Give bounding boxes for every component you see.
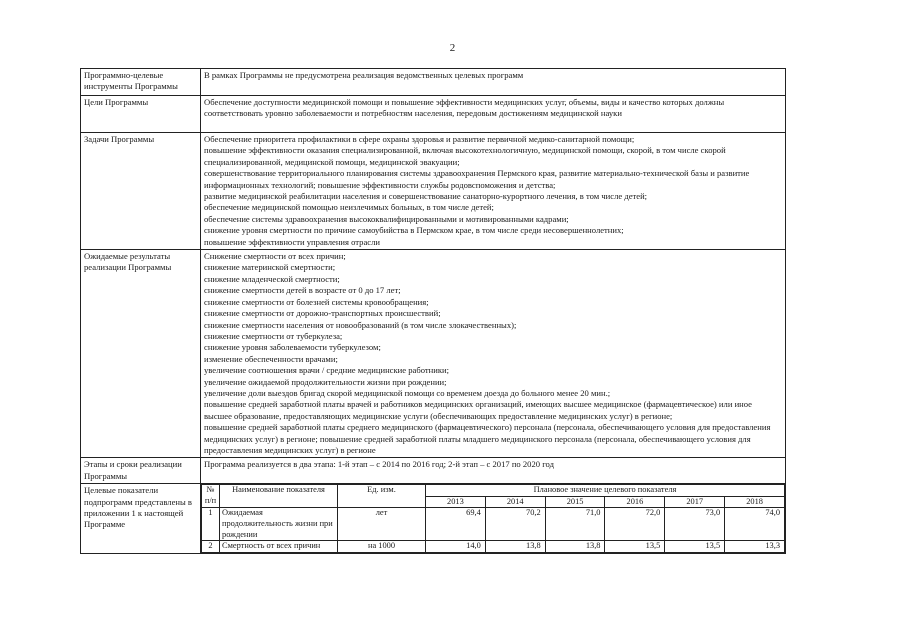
row-results [81, 250, 786, 458]
results-list [201, 250, 786, 458]
indicator-value: 69,4 [426, 508, 486, 541]
year-header: 2015 [545, 496, 605, 508]
indicator-value: 13,5 [605, 541, 665, 553]
result-item: увеличение доли выездов бригад скорой медицинской помощи со временем доезда до больного менее 20 мин.; [204, 387, 611, 398]
task-item: обеспечение системы здравоохранения высококвалифицированными и мотивированными кадрами; [204, 213, 569, 224]
row-stages [81, 458, 786, 484]
row-text: Обеспечение доступности медицинской помощи и повышение эффективности медицинских услуг, объемы, виды и качество которых должны соответствовать уровню заболеваемости и потребностям населения, передовым достижениям медицинской науки [201, 96, 786, 133]
result-item: увеличение соотношения врачи / средние медицинские работники; [204, 365, 449, 376]
indicator-value: 14,0 [426, 541, 486, 553]
row-text: Программа реализуется в два этапа: 1-й этап – с 2014 по 2016 год; 2-й этап – с 2017 по 2020 год [201, 458, 786, 484]
result-item: снижение смертности детей в возрасте от 0 до 17 лет; [204, 285, 401, 296]
result-item: повышение средней заработной платы врачей и работников медицинских организаций, имеющих высшее медицинское (фармацевтическое) или иное высшее образование, предоставляющих медицинские услуги (обеспечивающих предоставление медицинских услуг) в регионе; [204, 399, 752, 421]
task-item: развитие медицинской реабилитации населения и совершенствование санаторно-курортного лечения, в том числе детей; [204, 191, 648, 202]
col-header-unit: Ед. изм. [338, 485, 426, 508]
indicator-value: 71,0 [545, 508, 605, 541]
indicator-value: 73,0 [665, 508, 725, 541]
task-item: обеспечение медицинской помощью неизлечимых больных, в том числе детей; [204, 202, 494, 213]
indicator-value: 72,0 [605, 508, 665, 541]
result-item: снижение материнской смертности; [204, 262, 336, 273]
row-label: Этапы и сроки реализации Программы [81, 458, 201, 484]
indicator-name: Ожидаемая продолжительность жизни при рождении [220, 508, 338, 541]
row-label: Ожидаемые результаты реализации Программы [81, 250, 201, 458]
row-instruments [81, 69, 786, 96]
task-item: Обеспечение приоритета профилактики в сфере охраны здоровья и развитие первичной медико-санитарной помощи; [204, 134, 635, 144]
year-header: 2017 [665, 496, 725, 508]
task-item: совершенствование территориального планирования системы здравоохранения Пермского края, развитие материально-технической базы и развитие информационных технологий; повышение эффективности службы родовспоможения и детства; [204, 168, 750, 190]
result-item: снижение смертности от болезней системы кровообращения; [204, 296, 429, 307]
row-label: Целевые показатели подпрограмм представлены в приложении 1 к настоящей Программе [81, 484, 201, 554]
row-num: 2 [202, 541, 220, 553]
table-row [202, 541, 785, 553]
col-header-planned: Плановое значение целевого показателя [426, 485, 785, 497]
result-item: снижение младенческой смертности; [204, 273, 340, 284]
indicator-unit: лет [338, 508, 426, 541]
row-label: Задачи Программы [81, 133, 201, 250]
indicator-value: 13,5 [665, 541, 725, 553]
row-text: В рамках Программы не предусмотрена реализация ведомственных целевых программ [201, 69, 786, 96]
row-label: Программно-целевые инструменты Программы [81, 69, 201, 96]
indicator-value: 13,8 [545, 541, 605, 553]
indicator-name: Смертность от всех причин [220, 541, 338, 553]
row-indicators [81, 484, 786, 554]
indicator-value: 13,3 [725, 541, 785, 553]
tasks-list [201, 133, 786, 250]
indicators-table [201, 484, 785, 553]
table-row [202, 508, 785, 541]
indicators-cell [201, 484, 786, 554]
task-item: повышение эффективности управления отрасли [204, 236, 380, 247]
result-item: снижение смертности от дорожно-транспортных происшествий; [204, 308, 441, 319]
task-item: снижение уровня смертности по причине самоубийства в Пермском крае, в том числе среди несовершеннолетних; [204, 225, 624, 236]
indicators-header-row [202, 485, 785, 497]
row-label: Цели Программы [81, 96, 201, 133]
row-goals [81, 96, 786, 133]
page-number: 2 [449, 42, 456, 54]
passport-table [80, 68, 786, 554]
result-item: увеличение ожидаемой продолжительности жизни при рождении; [204, 376, 447, 387]
indicator-value: 70,2 [485, 508, 545, 541]
task-item: повышение эффективности оказания специализированной, включая высокотехнологичную, медицинской помощи, скорой, в том числе скорой специализированной, медицинской помощи, медицинской эвакуации; [204, 145, 726, 167]
year-header: 2013 [426, 496, 486, 508]
year-header: 2014 [485, 496, 545, 508]
result-item: изменение обеспеченности врачами; [204, 353, 338, 364]
result-item: снижение смертности населения от новообразований (в том числе злокачественных); [204, 319, 517, 330]
result-item: снижение уровня заболеваемости туберкулезом; [204, 342, 381, 353]
indicator-value: 74,0 [725, 508, 785, 541]
row-tasks [81, 133, 786, 250]
result-item: повышение средней заработной платы среднего медицинского (фармацевтического) персонала (персонала, обеспечивающего условия для предоставления медицинских услуг) в регионе; повышение средней заработной платы младшего медицинского персонала (персонала, обеспечивающего условия для предоставления медицинских услуг) в регионе [204, 422, 771, 455]
row-num: 1 [202, 508, 220, 541]
year-header: 2018 [725, 496, 785, 508]
col-header-num: № п/п [202, 485, 220, 508]
col-header-name: Наименование показателя [220, 485, 338, 508]
indicator-unit: на 1000 [338, 541, 426, 553]
result-item: снижение смертности от туберкулеза; [204, 330, 343, 341]
result-item: Снижение смертности от всех причин; [204, 251, 346, 262]
year-header: 2016 [605, 496, 665, 508]
indicator-value: 13,8 [485, 541, 545, 553]
